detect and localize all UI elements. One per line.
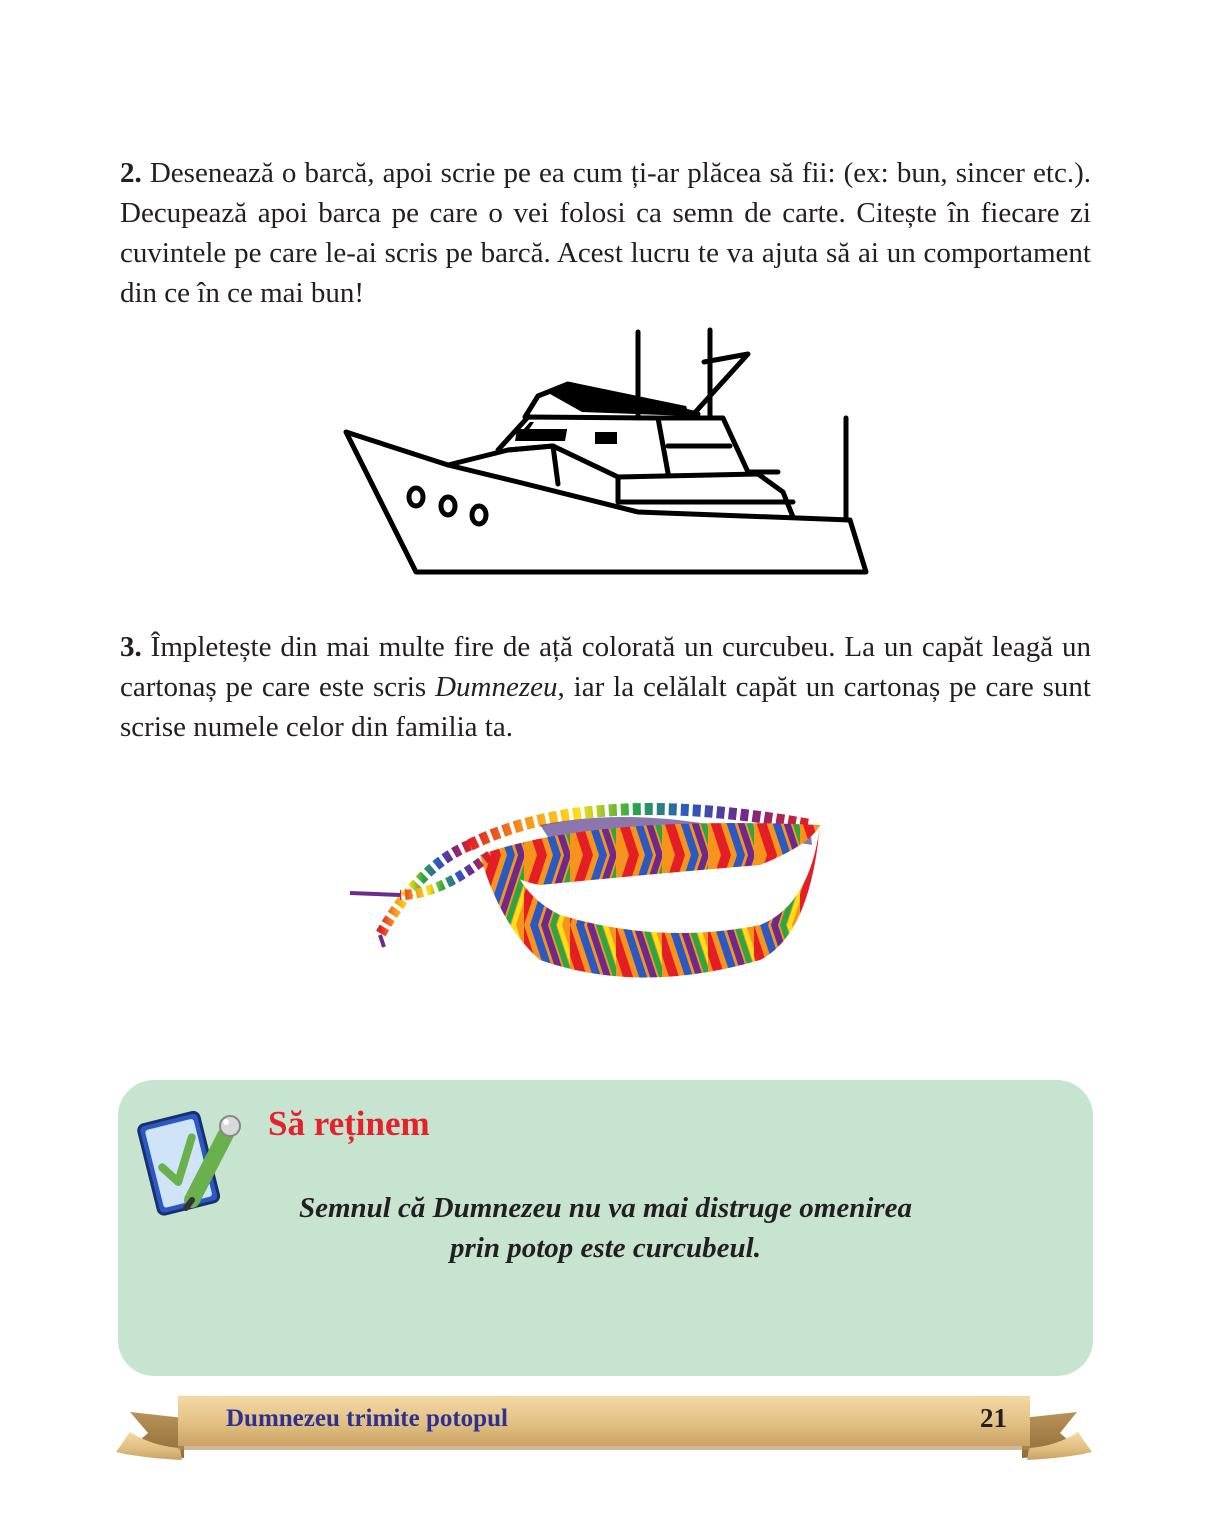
footer-ribbon: [112, 1388, 1097, 1480]
retinem-line-2: prin potop este curcubeul.: [450, 1232, 761, 1264]
task-2-number: 2.: [120, 157, 142, 189]
task-3-emphasis: Dumnezeu: [435, 671, 558, 703]
retinem-text: [178, 1188, 1033, 1268]
retinem-box: [118, 1080, 1093, 1376]
rainbow-bracelet-icon: [340, 785, 830, 1005]
retinem-title: Să reținem: [268, 1104, 430, 1143]
task-3-number: 3.: [120, 631, 142, 663]
task-2-text: Desenează o barcă, apoi scrie pe ea cum ți-ar plăcea să fii: (ex: bun, sincer etc.). Decupează apoi barca pe care o vei folosi ca semn de carte. Citește în fiecare zi cuvintele pe care le-ai scris pe barcă. Acest lucru te va ajuta să ai un comportament din ce în ce mai bun!: [120, 157, 1091, 309]
page-number: 21: [980, 1403, 1007, 1433]
task-2-paragraph: [120, 153, 1091, 313]
task-3-text-after: , iar la celălalt capăt un cartonaș pe care sunt scrise numele celor din familia ta.: [120, 671, 1091, 743]
task-3-text-before: Împletește din mai multe fire de ață colorată un curcubeu. La un capăt leagă un cartonaș pe care este scris: [120, 631, 1091, 703]
footer-title: Dumnezeu trimite potopul: [226, 1405, 508, 1432]
boat-drawing-icon: [338, 322, 878, 582]
retinem-line-1: Semnul că Dumnezeu nu va mai distruge omenirea: [298, 1192, 913, 1224]
task-3-paragraph: [120, 627, 1091, 747]
